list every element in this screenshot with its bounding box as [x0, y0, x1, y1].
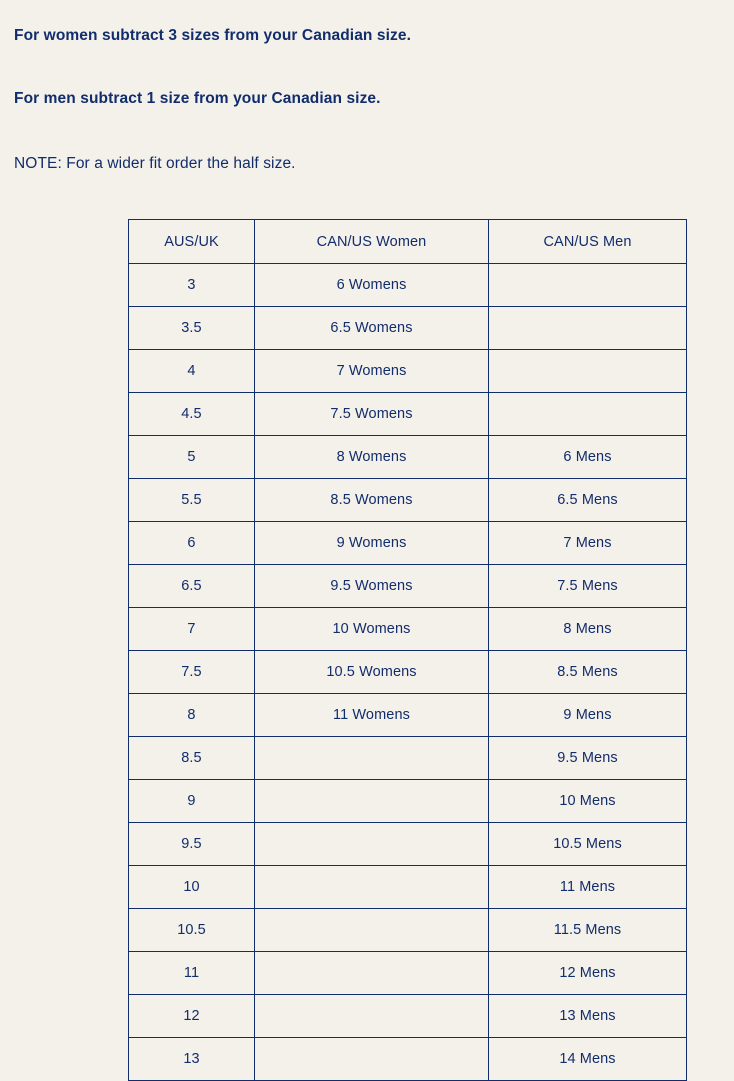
cell-men: 10.5 Mens — [489, 823, 687, 866]
cell-women: 6.5 Womens — [255, 307, 489, 350]
cell-aus-uk: 6 — [129, 522, 255, 565]
table-head — [129, 220, 687, 264]
cell-aus-uk: 6.5 — [129, 565, 255, 608]
cell-aus-uk: 12 — [129, 995, 255, 1038]
table-row — [129, 909, 687, 952]
column-header-can-us-men: CAN/US Men — [489, 220, 687, 264]
cell-men: 6 Mens — [489, 436, 687, 479]
cell-men: 8.5 Mens — [489, 651, 687, 694]
table-row — [129, 1038, 687, 1081]
cell-aus-uk: 4 — [129, 350, 255, 393]
table-row — [129, 393, 687, 436]
table-row — [129, 995, 687, 1038]
cell-men — [489, 350, 687, 393]
table-row — [129, 866, 687, 909]
cell-aus-uk: 8 — [129, 694, 255, 737]
notes-block — [0, 26, 734, 173]
cell-men: 6.5 Mens — [489, 479, 687, 522]
cell-men — [489, 264, 687, 307]
column-header-can-us-women: CAN/US Women — [255, 220, 489, 264]
cell-women: 6 Womens — [255, 264, 489, 307]
table-row — [129, 823, 687, 866]
cell-aus-uk: 8.5 — [129, 737, 255, 780]
cell-women: 8.5 Womens — [255, 479, 489, 522]
table-row — [129, 565, 687, 608]
cell-aus-uk: 3.5 — [129, 307, 255, 350]
table-body — [129, 264, 687, 1081]
cell-aus-uk: 7 — [129, 608, 255, 651]
table-row — [129, 694, 687, 737]
table-row — [129, 608, 687, 651]
table-header-row — [129, 220, 687, 264]
cell-men: 12 Mens — [489, 952, 687, 995]
table-row — [129, 307, 687, 350]
table-row — [129, 952, 687, 995]
cell-men: 14 Mens — [489, 1038, 687, 1081]
cell-men: 11.5 Mens — [489, 909, 687, 952]
table-row — [129, 780, 687, 823]
table-row — [129, 479, 687, 522]
cell-women — [255, 1038, 489, 1081]
cell-women: 7.5 Womens — [255, 393, 489, 436]
cell-aus-uk: 5 — [129, 436, 255, 479]
cell-women — [255, 780, 489, 823]
size-conversion-table — [128, 219, 687, 1081]
cell-men — [489, 307, 687, 350]
cell-aus-uk: 10.5 — [129, 909, 255, 952]
cell-women: 7 Womens — [255, 350, 489, 393]
column-header-aus-uk: AUS/UK — [129, 220, 255, 264]
table-row — [129, 264, 687, 307]
cell-aus-uk: 9 — [129, 780, 255, 823]
cell-men: 7.5 Mens — [489, 565, 687, 608]
cell-women: 11 Womens — [255, 694, 489, 737]
size-table-wrapper — [0, 219, 734, 1081]
cell-aus-uk: 10 — [129, 866, 255, 909]
note-wider-fit: NOTE: For a wider fit order the half size. — [14, 154, 296, 172]
cell-women: 9 Womens — [255, 522, 489, 565]
cell-men: 10 Mens — [489, 780, 687, 823]
note-men: For men subtract 1 size from your Canadian size. — [14, 90, 381, 108]
table-row — [129, 651, 687, 694]
cell-aus-uk: 9.5 — [129, 823, 255, 866]
note-women: For women subtract 3 sizes from your Canadian size. — [14, 27, 412, 44]
cell-men: 11 Mens — [489, 866, 687, 909]
cell-aus-uk: 5.5 — [129, 479, 255, 522]
table-row — [129, 350, 687, 393]
cell-women: 10.5 Womens — [255, 651, 489, 694]
table-row — [129, 522, 687, 565]
cell-women — [255, 823, 489, 866]
cell-women — [255, 737, 489, 780]
cell-women: 8 Womens — [255, 436, 489, 479]
cell-women — [255, 866, 489, 909]
cell-aus-uk: 3 — [129, 264, 255, 307]
table-row — [129, 436, 687, 479]
cell-men — [489, 393, 687, 436]
cell-aus-uk: 7.5 — [129, 651, 255, 694]
cell-aus-uk: 13 — [129, 1038, 255, 1081]
cell-men: 13 Mens — [489, 995, 687, 1038]
cell-men: 8 Mens — [489, 608, 687, 651]
cell-women — [255, 952, 489, 995]
cell-men: 9.5 Mens — [489, 737, 687, 780]
cell-aus-uk: 4.5 — [129, 393, 255, 436]
cell-women: 10 Womens — [255, 608, 489, 651]
table-row — [129, 737, 687, 780]
cell-men: 9 Mens — [489, 694, 687, 737]
cell-women: 9.5 Womens — [255, 565, 489, 608]
cell-men: 7 Mens — [489, 522, 687, 565]
cell-women — [255, 995, 489, 1038]
cell-aus-uk: 11 — [129, 952, 255, 995]
cell-women — [255, 909, 489, 952]
